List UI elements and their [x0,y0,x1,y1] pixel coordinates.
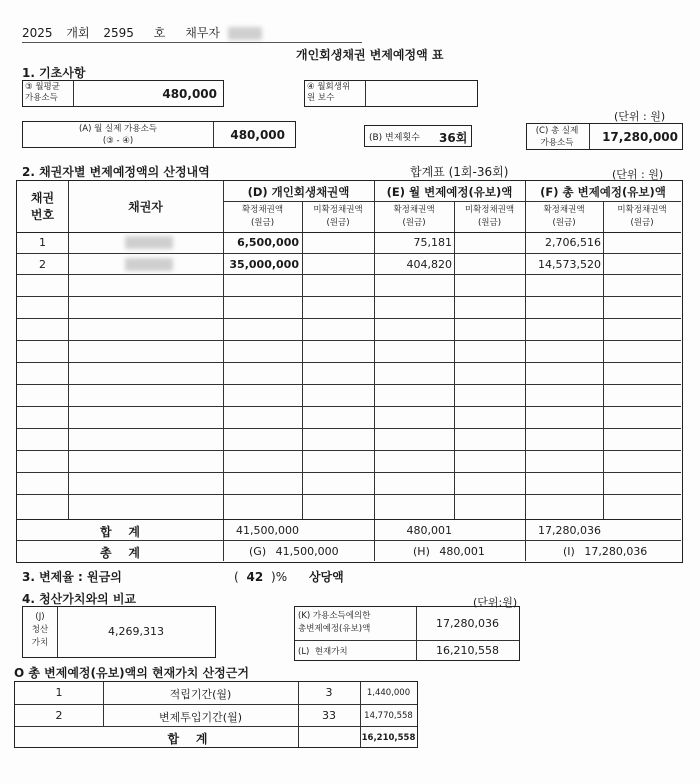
section4-unit: (단위:원) [473,596,518,609]
basis-row-months: 33 [322,709,336,722]
sub-header-f-unconfirmed: 미확정채권액 (원금) [617,205,667,228]
total-income-value: 17,280,000 [602,130,678,144]
basis-row-no: 2 [55,709,63,722]
k-label: (K) 가용소득에의한 총변제예정(유보)액 [298,611,371,634]
basis-row-label: 변제투입기간(월) [159,711,242,724]
payments-box [364,125,472,147]
k-value: 17,280,036 [436,617,499,630]
debtor-label: 채무자 [185,26,220,40]
row-d-confirmed: 35,000,000 [229,258,299,271]
case-number: 2595 [103,26,134,40]
row-d-confirmed: 6,500,000 [237,236,299,249]
section3-title: 3. 변제율 : 원금의 [22,570,122,584]
case-ho: 호 [153,26,166,40]
section1-unit: (단위 : 원) [614,110,666,123]
row-no: 2 [39,258,46,271]
col-header-f: (F) 총 변제예정(유보)액 [540,185,666,199]
creditor-name-redacted [125,258,173,271]
section2-title: 2. 채권자별 변제예정액의 산정내역 [22,165,210,179]
monthly-income-value: 480,000 [230,128,285,142]
sub-header-f-confirmed: 확정채권액 (원금) [543,205,585,228]
subtotal-label: 합 계 [100,525,140,539]
row-e-confirmed: 75,181 [413,236,452,249]
row-f-confirmed: 2,706,516 [545,236,601,249]
basis-row-months: 3 [325,686,333,699]
monthly-income-label: (A) 월 실제 가용소득 (③ - ④) [78,124,158,146]
repayment-rate: ( 42 )% 상당액 [234,570,344,584]
row-no: 1 [39,236,46,249]
avg-income-box [22,80,224,107]
avg-income-label: ③ 월평균 가용소득 [25,82,60,103]
subtotal-d: 41,500,000 [236,524,299,537]
sub-header-d-confirmed: 확정채권액 (원금) [241,205,284,228]
sub-header-e-confirmed: 확정채권액 (원금) [393,205,435,228]
creditor-table [16,180,683,563]
repayment-rate-value: 42 [246,570,264,584]
row-f-confirmed: 14,573,520 [538,258,601,271]
total-label: 총 계 [100,546,140,560]
total-income-box [526,123,683,150]
present-value-basis-table [14,681,418,748]
living-cost-box [304,80,478,107]
basis-row-amount: 14,770,558 [364,711,413,721]
basis-row-no: 1 [55,686,63,699]
basis-row-label: 적립기간(월) [169,688,232,701]
col-header-d: (D) 개인회생채권액 [247,185,350,199]
section5-title: O 총 변제예정(유보)액의 현재가치 산정근거 [14,666,249,680]
liquidation-value-box [22,606,216,658]
section2-subtitle: 합계표 (1회-36회) [410,165,509,179]
subtotal-f: 17,280,036 [538,524,601,537]
total-d: (G) 41,500,000 [249,545,339,558]
case-header [22,24,262,41]
basis-total-amount: 16,210,558 [361,733,416,743]
page-title: 개인회생채권 변제예정액 표 [296,48,444,62]
debtor-name-redacted [228,27,262,40]
col-header-creditor: 채권자 [128,200,163,214]
monthly-income-box [22,121,296,148]
section4-title: 4. 청산가치와의 비교 [22,592,137,606]
total-f: (I) 17,280,036 [563,545,648,558]
row-e-confirmed: 404,820 [406,258,452,271]
sub-header-e-unconfirmed: 미확정채권액 (원금) [464,205,515,228]
court-label: 개회 [66,26,90,40]
basis-row-amount: 1,440,000 [366,688,411,698]
total-e: (H) 480,001 [413,545,485,558]
section1-title: 1. 기초사항 [22,66,86,80]
payments-label: (B) 변제횟수 [369,133,420,143]
living-cost-label: ④ 월회생위 원 보수 [307,82,351,103]
header-underline [22,42,362,43]
sub-header-d-unconfirmed: 미확정채권액 (원금) [313,205,363,228]
payments-value: 36회 [439,131,468,145]
liquidation-value-label: (J) 청산 가치 [31,612,49,648]
l-label: (L) 현재가치 [298,647,348,657]
case-year: 2025 [22,26,53,40]
col-header-e: (E) 월 변제예정(유보)액 [386,185,513,199]
basis-total-label: 합 계 [167,732,208,746]
present-value-box [294,606,520,661]
subtotal-e: 480,001 [406,524,452,537]
avg-income-value: 480,000 [162,87,217,101]
col-header-no: 채권 번호 [30,191,55,222]
total-income-label: (C) 총 실제 가용소득 [535,126,579,148]
creditor-name-redacted [125,236,173,249]
l-value: 16,210,558 [436,644,499,657]
section2-unit: (단위 : 원) [612,168,664,181]
liquidation-value: 4,269,313 [108,625,164,638]
